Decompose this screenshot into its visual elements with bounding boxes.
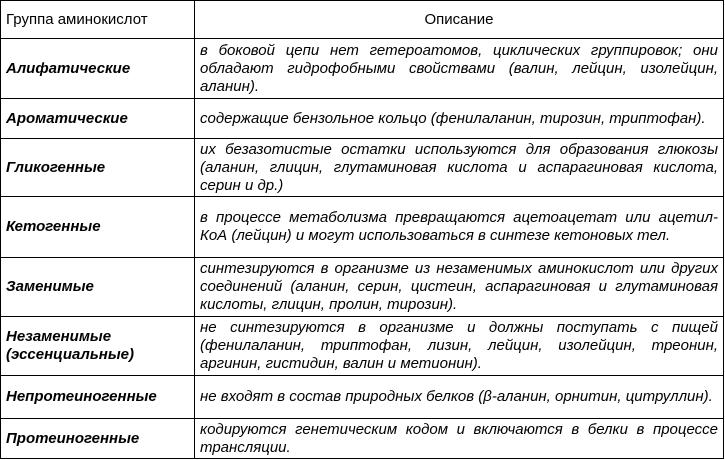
group-name: Заменимые	[1, 258, 195, 317]
group-description: не входят в состав природных белков (β-аланин, орнитин, цитруллин).	[195, 376, 724, 419]
group-name: Гликогенные	[1, 139, 195, 197]
table-row	[1, 99, 724, 139]
table-row	[1, 258, 724, 317]
group-description: не синтезируются в организме и должны поступать с пищей (фенилаланин, триптофан, лизин, лейцин, изолейцин, треонин, аргинин, гистидин, валин и метионин).	[195, 317, 724, 376]
group-description: синтезируются в организме из незаменимых аминокислот или других соединений (аланин, серин, цистеин, аспарагиновая и глутаминовая кислоты, глицин, пролин, тирозин).	[195, 258, 724, 317]
table-row	[1, 197, 724, 258]
group-name: Кетогенные	[1, 197, 195, 258]
table-row	[1, 376, 724, 419]
table-row	[1, 139, 724, 197]
group-description: их безазотистые остатки используются для образования глюкозы (аланин, глицин, глутаминовая кислота и аспарагиновая кислота, серин и др.)	[195, 139, 724, 197]
table-header-row	[1, 1, 724, 39]
table-row	[1, 39, 724, 99]
table-row	[1, 317, 724, 376]
table-row	[1, 419, 724, 459]
group-description: содержащие бензольное кольцо (фенилаланин, тирозин, триптофан).	[195, 99, 724, 139]
header-group: Группа аминокислот	[1, 1, 195, 39]
group-description: в боковой цепи нет гетероатомов, циклических группировок; они обладают гидрофобными свойствами (валин, лейцин, изолейцин, аланин).	[195, 39, 724, 99]
header-description: Описание	[195, 1, 724, 39]
group-name: Непротеиногенные	[1, 376, 195, 419]
group-name: Алифатические	[1, 39, 195, 99]
group-description: кодируются генетическим кодом и включаются в белки в процессе трансляции.	[195, 419, 724, 459]
group-name: Незаменимые (эссенциальные)	[1, 317, 195, 376]
group-description: в процессе метаболизма превращаются ацетоацетат или ацетил-КоА (лейцин) и могут использоваться в синтезе кетоновых тел.	[195, 197, 724, 258]
group-name: Протеиногенные	[1, 419, 195, 459]
group-name: Ароматические	[1, 99, 195, 139]
